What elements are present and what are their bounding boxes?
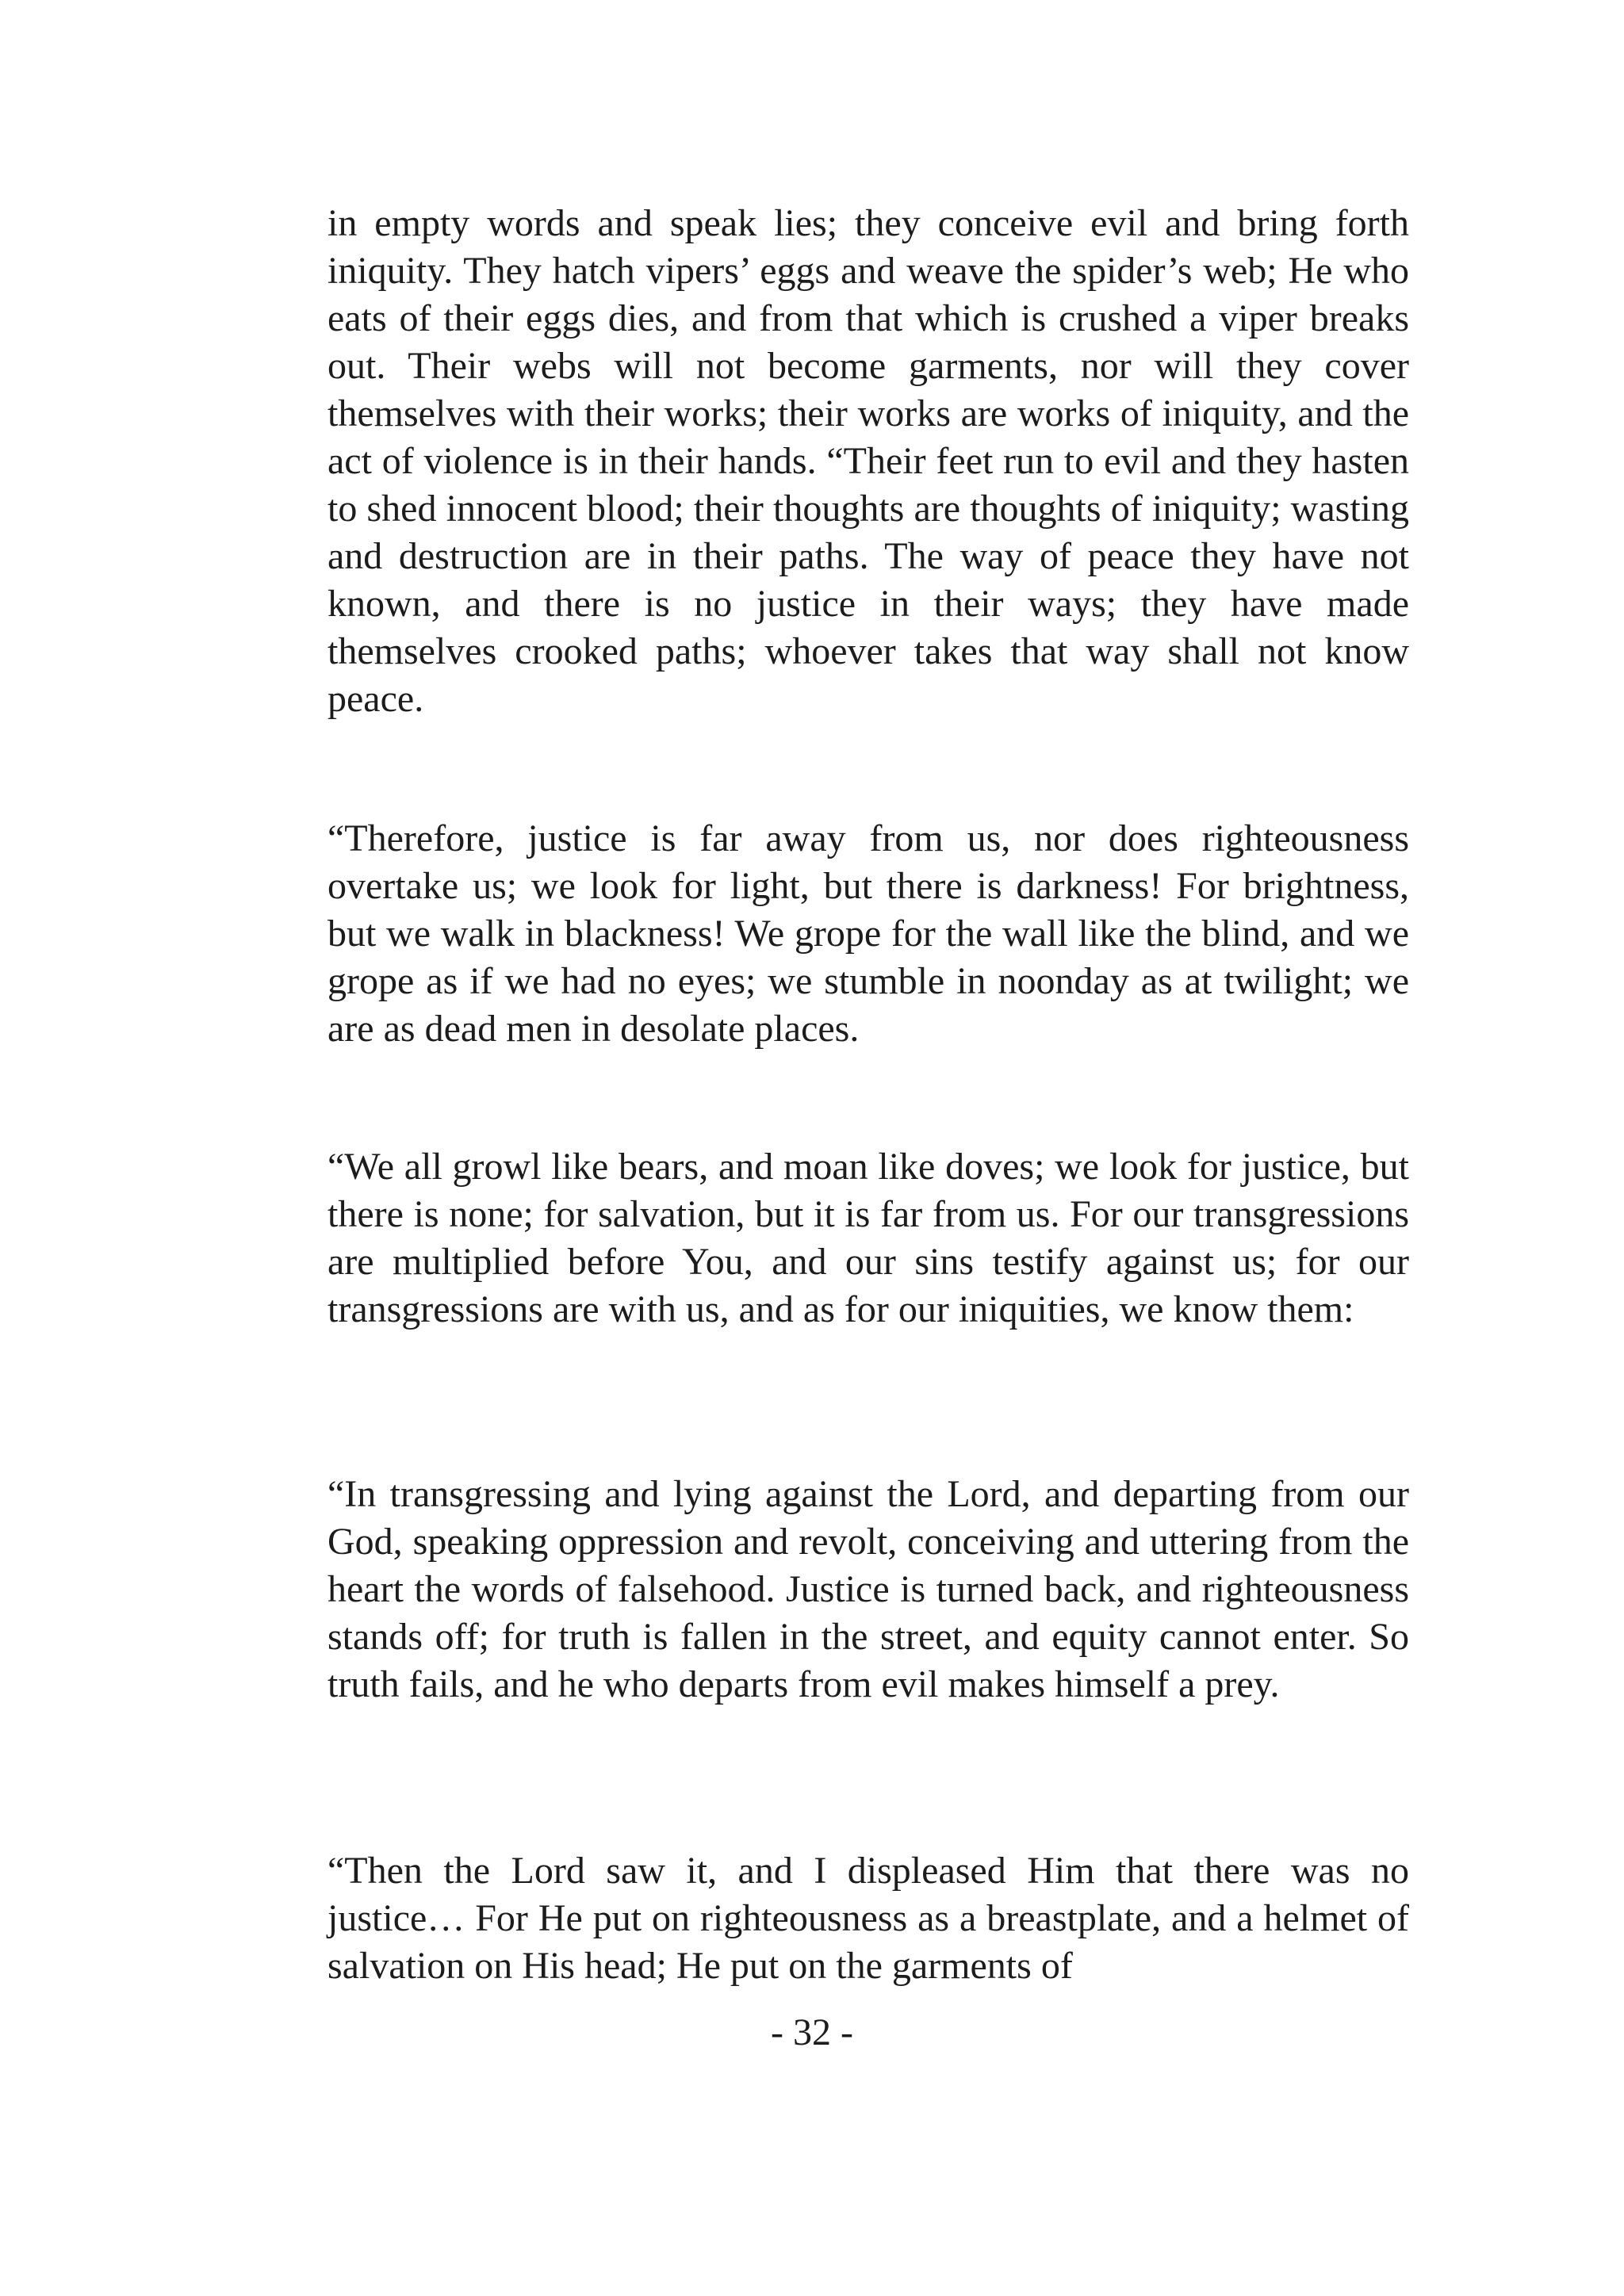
page-number: - 32 - <box>771 2011 853 2053</box>
paragraph: “Then the Lord saw it, and I displeased Him that there was no justice… For He put on righteousness as a breastplate, and a helmet of salvation on His head; He put on the garments of <box>327 1850 1409 1987</box>
paragraph: “Therefore, justice is far away from us, nor does righteousness overtake us; we look for light, but there is darkness! For brightness, but we walk in blackness! We grope for the wall like the blind, and we grope as if we had no eyes; we stumble in noonday as at twilight; we are as dead men in desolate places. <box>327 817 1409 1050</box>
paragraph: in empty words and speak lies; they conceive evil and bring forth iniquity. They hatch vipers’ eggs and weave the spider’s web; He who eats of their eggs dies, and from that which is crushed a viper breaks out. Their webs will not become garments, nor will they cover themselves with their works; their works are works of iniquity, and the act of violence is in their hands. “Their feet run to evil and they hasten to shed innocent blood; their thoughts are thoughts of iniquity; wasting and destruction are in their paths. The way of peace they have not known, and there is no justice in their ways; they have made themselves crooked paths; whoever takes that way shall not know peace. <box>327 202 1409 720</box>
paragraph: “We all growl like bears, and moan like doves; we look for justice, but there is none; for salvation, but it is far from us. For our transgressions are multiplied before You, and our sins testify against us; for our transgressions are with us, and as for our iniquities, we know them: <box>327 1146 1409 1330</box>
paragraph: “In transgressing and lying against the Lord, and departing from our God, speaking oppression and revolt, conceiving and uttering from the heart the words of falsehood. Justice is turned back, and righteousness stands off; for truth is fallen in the street, and equity cannot enter. So truth fails, and he who departs from evil makes himself a prey. <box>327 1473 1409 1705</box>
